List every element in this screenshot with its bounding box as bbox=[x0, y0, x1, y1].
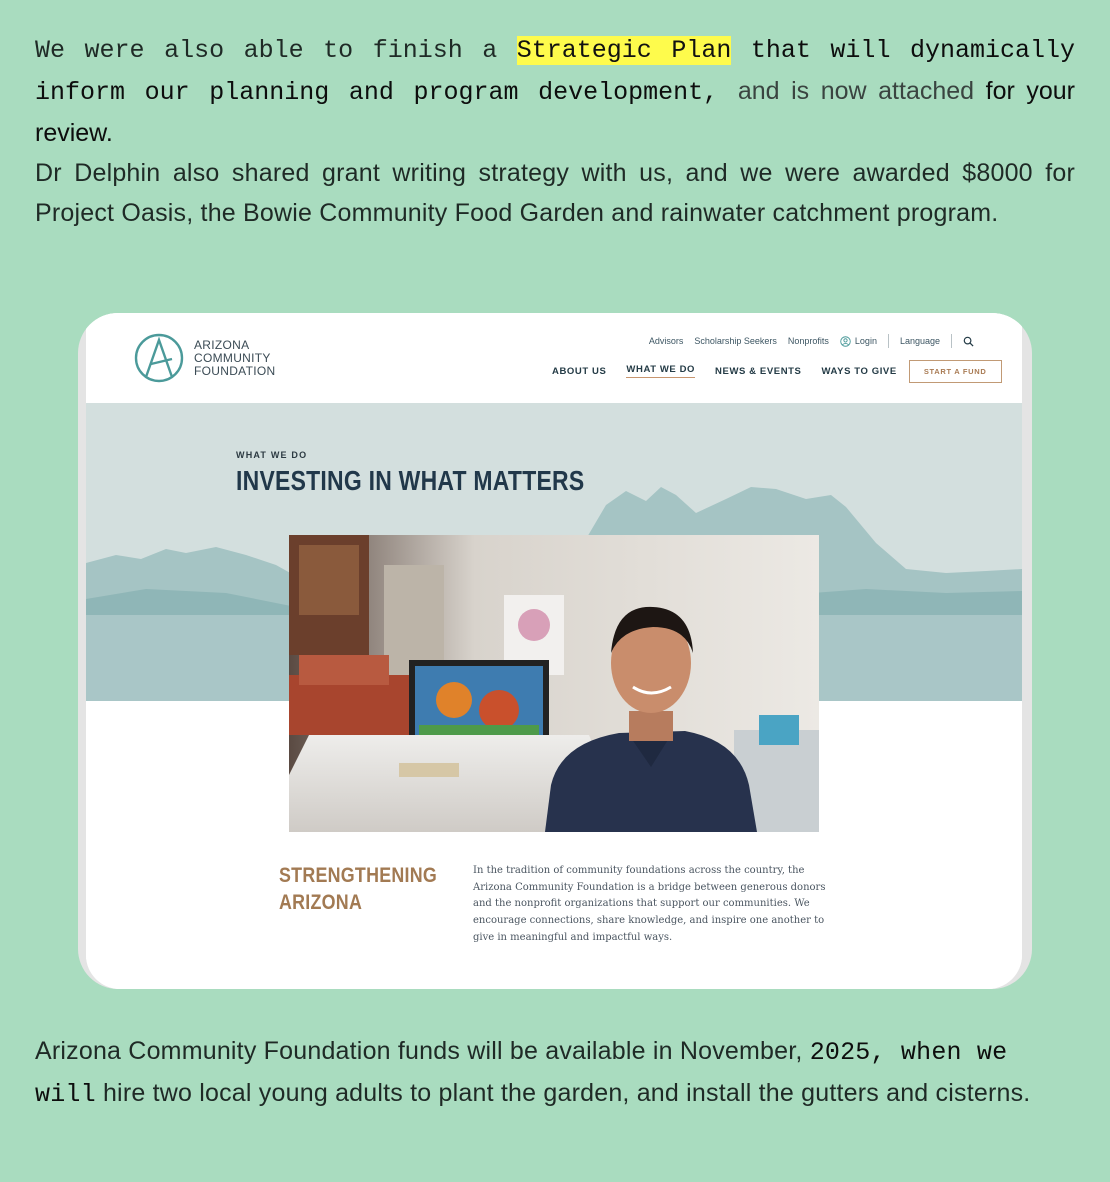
p1-mid: that will dynamically inform our planning and program development, bbox=[35, 36, 1075, 107]
hero-title: INVESTING IN WHAT MATTERS bbox=[236, 465, 585, 496]
website-screenshot-frame bbox=[78, 313, 1032, 989]
main-nav bbox=[552, 359, 1002, 383]
hero-eyebrow: WHAT WE DO bbox=[236, 450, 308, 460]
site-header bbox=[86, 313, 1022, 403]
nav-ways-to-give[interactable]: WAYS TO GIVE bbox=[821, 365, 897, 377]
email-paragraph-funds bbox=[35, 1031, 1035, 1115]
language-link[interactable]: Language bbox=[899, 336, 940, 346]
login-link[interactable] bbox=[840, 336, 877, 347]
p1-lead: We were also able to finish a bbox=[35, 36, 517, 65]
utility-link-nonprofits[interactable]: Nonprofits bbox=[787, 336, 829, 346]
utility-divider bbox=[951, 334, 952, 348]
nav-about-us[interactable]: ABOUT US bbox=[552, 365, 607, 377]
email-paragraph-grant: Dr Delphin also shared grant writing strategy with us, and we were awarded $8000 for Project Oasis, the Bowie Community Food Garden and rainwater catchment program. bbox=[35, 159, 1075, 227]
utility-divider bbox=[888, 334, 889, 348]
nav-news-events[interactable]: NEWS & EVENTS bbox=[715, 365, 802, 377]
user-circle-icon bbox=[840, 336, 851, 347]
strategic-plan-highlight: Strategic Plan bbox=[516, 36, 732, 65]
p1-tail-gray: and is now attached bbox=[737, 77, 986, 105]
website-page bbox=[86, 313, 1022, 989]
utility-nav bbox=[649, 334, 974, 348]
artist-portrait-photo bbox=[289, 535, 819, 832]
a-monogram-icon[interactable] bbox=[134, 333, 184, 383]
utility-link-advisors[interactable]: Advisors bbox=[648, 336, 684, 346]
section-title-line-2: ARIZONA bbox=[279, 891, 363, 914]
section-title bbox=[279, 862, 437, 916]
logo-line-2: COMMUNITY bbox=[194, 351, 271, 365]
login-label: Login bbox=[854, 336, 877, 346]
search-icon[interactable] bbox=[963, 336, 974, 347]
start-a-fund-button[interactable]: START A FUND bbox=[909, 360, 1002, 383]
logo-line-1: ARIZONA bbox=[194, 338, 250, 352]
p3-tail: hire two local young adults to plant the garden, and install the gutters and cisterns. bbox=[95, 1079, 1031, 1107]
p3-mono: 2025, when we will bbox=[35, 1038, 1008, 1109]
p1-tail-dark: for your review. bbox=[35, 77, 1075, 147]
utility-link-scholarship[interactable]: Scholarship Seekers bbox=[694, 336, 777, 346]
nav-what-we-do[interactable]: WHAT WE DO bbox=[626, 364, 695, 378]
logo-line-3: FOUNDATION bbox=[194, 364, 276, 378]
p3-lead: Arizona Community Foundation funds will be available in November, bbox=[35, 1037, 810, 1065]
email-paragraph-strategic-plan bbox=[35, 31, 1075, 155]
section-title-line-1: STRENGTHENING bbox=[279, 864, 438, 887]
section-body: In the tradition of community foundations across the country, the Arizona Community Foundation is a bridge between generous donors and the nonprofit organizations that support our communities. We encourage connections, share knowledge, and inspire one another to give in meaningful and impactful ways. bbox=[473, 865, 826, 943]
site-logo-text[interactable] bbox=[194, 339, 275, 378]
